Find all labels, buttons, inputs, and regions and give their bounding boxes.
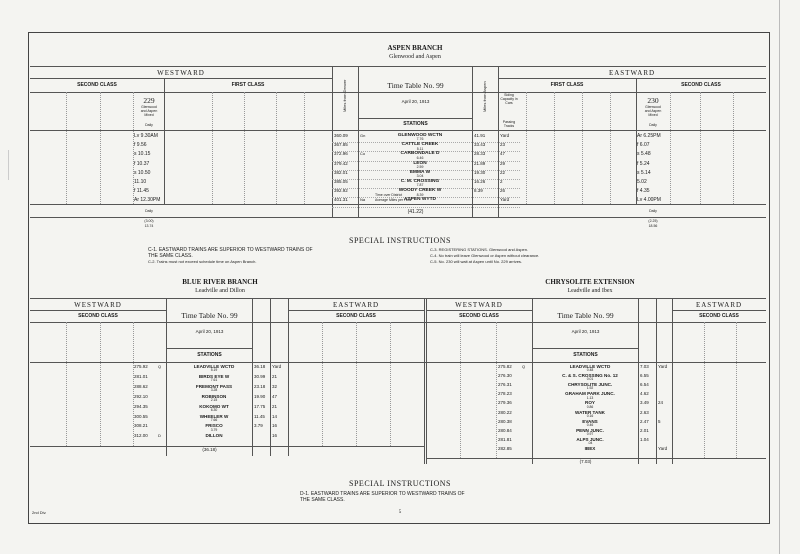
- aspen-siding-capacity: 23: [500, 142, 506, 148]
- aspen-train-229-desc3: Mixed: [144, 113, 154, 117]
- aspen-w-time: Ar 12.30PM: [134, 197, 161, 204]
- chrysolite-miles-from-terminal: 3.49: [640, 400, 649, 406]
- blue-river-miles-from-denver: 281.01: [134, 373, 148, 379]
- chrysolite-miles-from-terminal: 2.47: [640, 418, 649, 424]
- aspen-siding-capacity: Yard: [500, 133, 510, 138]
- aspen-average-miles: Average Miles per Hour: [375, 198, 412, 202]
- chrysolite-miles-from-denver: 278.23: [498, 391, 512, 397]
- chrysolite-eastward-header: EASTWARD: [695, 301, 743, 309]
- special-instructions-1-title: SPECIAL INSTRUCTIONS: [349, 236, 451, 245]
- chrysolite-miles-from-terminal: 2.63: [640, 409, 649, 415]
- instruction-c3: C-3. REGISTERING STATIONS. Glenwood and Aspen.: [430, 247, 529, 252]
- aspen-siding-capacity: 47: [500, 151, 506, 157]
- aspen-e-time: Ar 6.25PM: [637, 133, 661, 139]
- chrysolite-station-sub: .04: [587, 441, 593, 445]
- aspen-train-230-desc1: Glenwood: [645, 105, 661, 109]
- blue-river-siding-capacity: 14: [272, 413, 278, 419]
- aspen-train-229-daily: Daily: [145, 123, 153, 127]
- aspen-w-time: s 10.50: [134, 169, 151, 176]
- aspen-miles-from-denver: 382.01: [334, 169, 348, 175]
- blue-river-eastward-header: EASTWARD: [332, 301, 380, 309]
- blue-river-miles-from-terminal: 36.18: [254, 364, 266, 369]
- chrysolite-siding-capacity: 5: [658, 418, 661, 424]
- aspen-timetable-date: April 20, 1913: [401, 99, 430, 104]
- chrysolite-station-name: C. & S. CROSSING No. 12: [562, 373, 618, 379]
- aspen-siding-capacity: 29: [500, 160, 506, 166]
- blue-river-miles-from-denver: 292.10: [134, 393, 148, 399]
- aspen-title: ASPEN BRANCH: [387, 44, 443, 52]
- blue-river-station-sub: 3.79: [210, 427, 218, 432]
- chrysolite-station-name: EVANS: [582, 418, 598, 424]
- aspen-miles-from-denver: 392.92: [334, 188, 348, 194]
- blue-river-timetable-number: Time Table No. 99: [181, 311, 238, 320]
- aspen-miles-from-aspen: 41.91: [474, 133, 486, 138]
- chrysolite-timetable-date: April 20, 1913: [571, 329, 600, 334]
- aspen-subtitle: Glenwood and Aspen: [389, 54, 441, 60]
- aspen-siding-capacity: Yard: [500, 197, 510, 203]
- aspen-daily-e: Daily: [649, 209, 657, 213]
- aspen-w-time: f 10.37: [134, 160, 150, 167]
- blue-river-station-sub: 5.19: [210, 368, 218, 373]
- chrysolite-station-sub: 0.86: [586, 404, 594, 409]
- blue-river-total-miles: (36.18): [202, 447, 217, 452]
- blue-river-stations-header: STATIONS: [197, 352, 222, 358]
- aspen-station-code: Gn: [360, 133, 366, 138]
- aspen-station-sub: 2.59: [416, 165, 424, 169]
- aspen-time-over-district: Time over District: [375, 193, 403, 197]
- instruction-d1b: THE SAME CLASS.: [300, 497, 345, 503]
- blue-river-miles-from-terminal: 17.75: [254, 403, 266, 409]
- aspen-station-name: ASPEN WYTD: [404, 197, 436, 203]
- aspen-station-name: GLENWOOD WCTN: [397, 133, 443, 138]
- aspen-station-sub: 8.39: [416, 192, 424, 197]
- chrysolite-westward-header: WESTWARD: [455, 301, 503, 309]
- chrysolite-miles-from-terminal: 6.55: [640, 373, 649, 379]
- chrysolite-station-name: WATER TANK: [575, 409, 605, 415]
- instruction-c5: C-5. No. 230 will wait at Aspen until No. 229 arrives.: [430, 259, 523, 264]
- aspen-miles-from-aspen: 28.33: [474, 151, 486, 157]
- aspen-e-time: f 5.24: [637, 160, 650, 167]
- aspen-station-sub: 7.76: [416, 137, 424, 142]
- chrysolite-miles-from-denver: 275.82: [498, 364, 512, 369]
- aspen-w-time: Lv 9.30AM: [134, 133, 158, 139]
- page-number: 5: [398, 510, 402, 515]
- chrysolite-miles-from-terminal: 6.54: [640, 382, 649, 388]
- instruction-c4: C-4. No train will leave Glenwood or Aspen without clearance.: [430, 253, 540, 258]
- aspen-station-code: Co: [360, 151, 366, 157]
- chrysolite-miles-from-denver: 279.36: [498, 400, 512, 406]
- chrysolite-station-name: ROY: [585, 400, 595, 406]
- blue-river-station-name: KOKOMO WT: [199, 403, 229, 409]
- blue-river-miles-from-terminal: 19.90: [254, 393, 266, 399]
- aspen-w-foot1: (3.00): [144, 219, 154, 223]
- chrysolite-miles-from-denver: 281.81: [498, 436, 512, 442]
- aspen-siding-capacity-label: Siding Capacity in Cars: [500, 93, 518, 105]
- chrysolite-station-name: IBEX: [584, 445, 596, 451]
- instruction-d1a: D-1. EASTWARD TRAINS ARE SUPERIOR TO WESTWARD TRAINS OF: [300, 491, 465, 497]
- aspen-station-name: LEON: [413, 160, 427, 166]
- chrysolite-miles-from-terminal: 2.01: [640, 427, 649, 433]
- blue-river-miles-from-terminal: 30.99: [254, 373, 266, 379]
- blue-river-westward-header: WESTWARD: [74, 301, 122, 309]
- aspen-miles-from-denver: 372.96: [334, 151, 348, 157]
- aspen-w-time: f 9.56: [134, 142, 147, 149]
- blue-river-miles-from-denver: 294.35: [134, 403, 148, 409]
- blue-river-miles-from-terminal: 11.45: [254, 413, 265, 419]
- aspen-miles-from-aspen: 21.89: [474, 160, 486, 166]
- chrysolite-siding-capacity: 24: [658, 400, 664, 406]
- blue-river-siding-capacity: Yard: [272, 364, 282, 369]
- aspen-station-sub: 7.87: [416, 183, 424, 188]
- aspen-miles-from-aspen-label: Miles from Aspen: [482, 81, 487, 112]
- aspen-siding-capacity: 26: [500, 188, 506, 194]
- aspen-station-code: Na: [360, 197, 366, 203]
- aspen-w-second-class: SECOND CLASS: [77, 82, 117, 88]
- aspen-miles-from-aspen: 33.43: [474, 142, 486, 148]
- aspen-e-time: Lv 4.00PM: [637, 197, 661, 204]
- blue-river-subtitle: Leadville and Dillon: [195, 288, 245, 294]
- blue-river-station-name: FRISCO: [205, 423, 223, 429]
- chrysolite-timetable-number: Time Table No. 99: [557, 311, 614, 320]
- chrysolite-station-name: PENN JUNC.: [576, 427, 604, 433]
- chrysolite-miles-from-denver: 282.85: [498, 445, 512, 451]
- blue-river-e-second-class: SECOND CLASS: [336, 313, 376, 319]
- blue-river-miles-from-terminal: 23.18: [254, 383, 266, 389]
- chrysolite-miles-from-denver: 276.31: [498, 382, 512, 388]
- aspen-stations-header: STATIONS: [403, 121, 428, 127]
- aspen-passing-tracks-label: Passing Tracks: [502, 120, 516, 128]
- aspen-e-time: 5.02: [637, 179, 647, 185]
- aspen-miles-from-denver: 379.42: [334, 160, 348, 166]
- aspen-e-second-class: SECOND CLASS: [681, 82, 721, 88]
- chrysolite-subtitle: Leadville and Ibex: [567, 288, 613, 294]
- aspen-total-miles: (41.22): [407, 209, 424, 215]
- blue-river-miles-from-denver: 288.62: [134, 383, 148, 389]
- chrysolite-station-name: GRAHAM PARK JUNC.: [565, 391, 615, 397]
- aspen-station-name: CARBONDALE D: [400, 151, 440, 157]
- aspen-siding-capacity: 22: [500, 169, 506, 175]
- blue-river-miles-from-denver: 300.55: [134, 413, 148, 419]
- blue-river-station-name: FREMONT PASS: [195, 383, 233, 389]
- aspen-w-foot2: 13.74: [144, 224, 154, 228]
- blue-river-station-sub: 6.30: [210, 407, 218, 412]
- chrysolite-station-sub: 0.48: [586, 368, 594, 373]
- blue-river-siding-capacity: 47: [272, 393, 278, 399]
- aspen-e-time: f 4.35: [637, 188, 650, 195]
- blue-river-siding-capacity: 21: [272, 373, 278, 379]
- blue-river-miles-from-denver: 275.92: [134, 364, 148, 369]
- blue-river-miles-from-denver: 308.21: [134, 423, 148, 429]
- chrysolite-station-sub: 1.92: [586, 386, 594, 391]
- chrysolite-w-second-class: SECOND CLASS: [459, 313, 499, 319]
- aspen-e-time: s 5.48: [637, 151, 651, 158]
- aspen-siding-capacity: 2: [500, 179, 503, 184]
- aspen-e-first-class: FIRST CLASS: [550, 82, 584, 88]
- blue-river-station-name: BIRDS EYE W: [198, 373, 230, 379]
- chrysolite-total-miles: (7.03): [579, 459, 592, 464]
- chrysolite-miles-from-terminal: 1.04: [640, 436, 649, 442]
- chrysolite-miles-from-denver: 280.84: [498, 427, 512, 433]
- chrysolite-siding-capacity: Yard: [658, 364, 668, 369]
- blue-river-title: BLUE RIVER BRANCH: [182, 278, 258, 286]
- aspen-train-230-desc2: and Aspen: [644, 109, 662, 113]
- aspen-timetable-number: Time Table No. 99: [387, 81, 444, 90]
- aspen-row-rule: [332, 207, 520, 208]
- page-edge: [779, 0, 780, 554]
- chrysolite-station-sub: 0.16: [586, 413, 594, 418]
- blue-river-siding-capacity: 32: [272, 383, 278, 389]
- chrysolite-station-sub: 0.97: [586, 431, 594, 436]
- chrysolite-station-name: LEADVILLE WCTD: [569, 364, 611, 369]
- aspen-train-229-desc2: and Aspen: [140, 109, 158, 113]
- aspen-westward-header: WESTWARD: [157, 69, 205, 77]
- chrysolite-miles-from-terminal: 7.03: [640, 364, 649, 369]
- aspen-station-name: CATTLE CREEK: [401, 142, 439, 148]
- aspen-miles-from-aspen: 8.39: [474, 188, 483, 194]
- aspen-w-time: s 10.15: [134, 151, 151, 158]
- blue-river-siding-capacity: 21: [272, 403, 278, 409]
- aspen-miles-from-aspen: 19.30: [474, 169, 486, 175]
- blue-river-station-sub: 7.66: [210, 417, 218, 422]
- blue-river-miles-from-denver: 312.00: [134, 433, 148, 439]
- instruction-c2: C-2. Trains must not exceed schedule time on Aspen Branch.: [148, 259, 257, 264]
- blue-river-station-name: WHEELER W: [199, 413, 229, 419]
- aspen-miles-from-denver: 385.05: [334, 179, 348, 184]
- chrysolite-station-name: ALPS JUNC.: [576, 436, 604, 442]
- blue-river-station-code: D: [158, 433, 161, 439]
- aspen-miles-from-denver: 401.31: [334, 197, 348, 203]
- aspen-w-first-class: FIRST CLASS: [231, 82, 265, 88]
- aspen-e-foot1: (2.25): [648, 219, 658, 223]
- blue-river-station-code: Q: [158, 364, 162, 369]
- chrysolite-station-sub: 0.01: [586, 377, 594, 382]
- blue-river-siding-capacity: 16: [272, 423, 278, 429]
- blue-river-station-sub: 7.61: [210, 378, 218, 383]
- chrysolite-miles-from-denver: 276.30: [498, 373, 512, 379]
- aspen-miles-from-denver-label: Miles from Denver: [342, 79, 347, 112]
- aspen-miles-from-aspen: 16.26: [474, 179, 486, 184]
- aspen-miles-from-denver: 360.09: [334, 133, 348, 138]
- instruction-c1b: THE SAME CLASS.: [148, 253, 193, 259]
- aspen-miles-from-denver: 367.85: [334, 142, 348, 148]
- blue-river-station-name: DILLON: [205, 433, 223, 439]
- instruction-c1a: C-1. EASTWARD TRAINS ARE SUPERIOR TO WESTWARD TRAINS OF: [148, 247, 313, 253]
- aspen-train-230-number: 230: [647, 96, 659, 105]
- blue-river-timetable-date: April 20, 1913: [195, 329, 224, 334]
- binding-mark: [8, 150, 9, 180]
- chrysolite-miles-from-terminal: 4.62: [640, 391, 649, 397]
- blue-river-station-name: ROBINSON: [201, 393, 227, 399]
- aspen-train-229-number: 229: [143, 96, 155, 105]
- aspen-station-sub: 3.04: [416, 174, 424, 179]
- aspen-station-sub: 6.46: [416, 155, 424, 160]
- aspen-train-230-desc3: Mixed: [648, 113, 658, 117]
- chrysolite-title: CHRYSOLITE EXTENSION: [545, 278, 635, 286]
- chrysolite-miles-from-denver: 280.22: [498, 409, 512, 415]
- aspen-e-time: f 6.07: [637, 142, 650, 149]
- chrysolite-station-name: CHRYSOLITE JUNC.: [567, 382, 613, 388]
- blue-river-station-name: LEADVILLE WCTD: [193, 364, 235, 369]
- blue-river-station-sub: 2.15: [210, 397, 218, 402]
- aspen-eastward-header: EASTWARD: [608, 69, 656, 77]
- division-label: 2nd Div.: [32, 510, 47, 515]
- aspen-station-name: EMMA W: [409, 169, 431, 175]
- chrysolite-miles-from-denver: 280.38: [498, 418, 512, 424]
- blue-river-station-sub: 3.28: [210, 388, 218, 392]
- aspen-w-time: f 11.45: [134, 188, 149, 195]
- aspen-station-name: WOODY CREEK W: [398, 188, 442, 194]
- aspen-daily-w: Daily: [145, 209, 153, 213]
- chrysolite-siding-capacity: Yard: [658, 445, 668, 451]
- chrysolite-station-sub: 1.13: [586, 395, 594, 400]
- aspen-train-229-desc1: Glenwood: [141, 105, 157, 109]
- blue-river-siding-capacity: 16: [272, 433, 278, 439]
- aspen-w-time: 11.10: [134, 179, 147, 185]
- aspen-station-name: C. M. CROSSING: [400, 179, 440, 184]
- aspen-e-time: s 5.14: [637, 169, 651, 176]
- aspen-e-foot2: 18.56: [648, 224, 658, 228]
- aspen-train-230-daily: Daily: [649, 123, 657, 127]
- blue-river-miles-from-terminal: 3.79: [254, 423, 263, 429]
- aspen-station-sub: 5.11: [416, 146, 424, 151]
- blue-river-w-second-class: SECOND CLASS: [78, 313, 118, 319]
- chrysolite-station-code: Q: [522, 364, 526, 369]
- chrysolite-e-second-class: SECOND CLASS: [699, 313, 739, 319]
- special-instructions-2-title: SPECIAL INSTRUCTIONS: [349, 479, 451, 488]
- chrysolite-station-sub: 0.46: [586, 422, 594, 427]
- chrysolite-stations-header: STATIONS: [573, 352, 598, 358]
